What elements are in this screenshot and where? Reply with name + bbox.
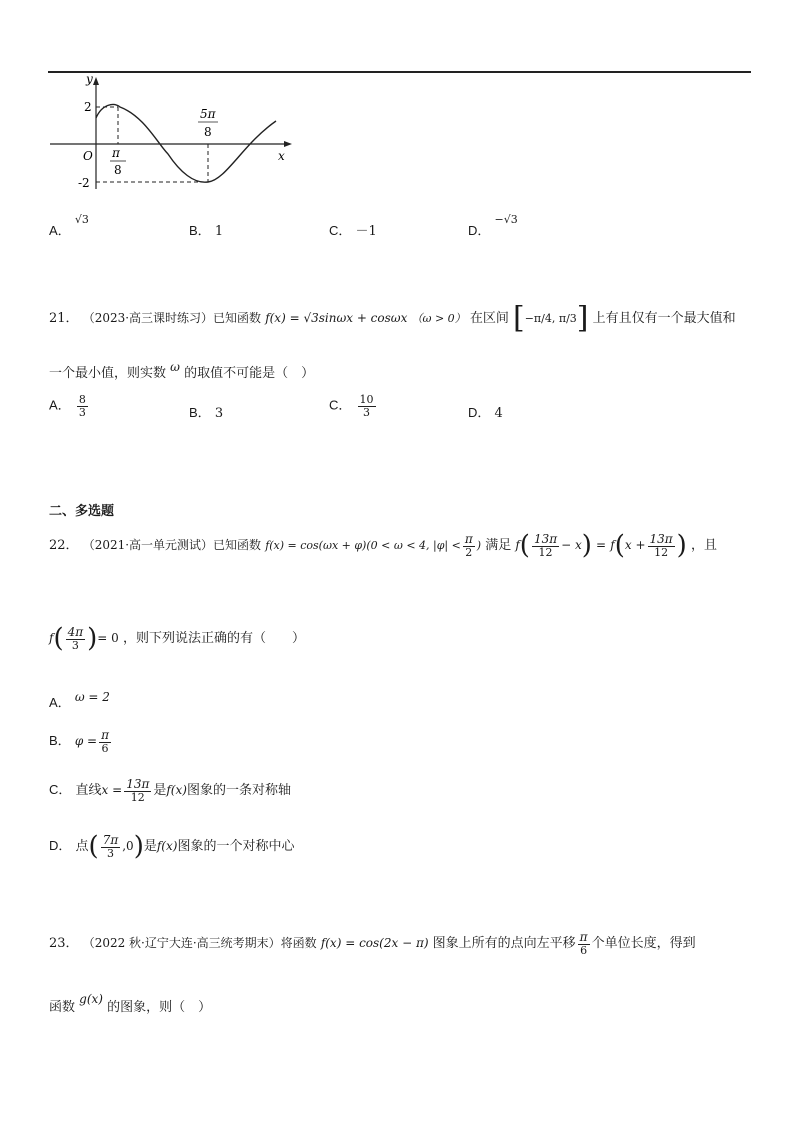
option-value: −√3 — [494, 213, 518, 226]
question-function: f(x) = cos(ωx + φ)(0 < ω < 4, |φ| < — [265, 539, 461, 552]
interval-bracket-left: [ — [512, 300, 525, 336]
q21-option-a[interactable] — [49, 394, 90, 418]
option-letter: D． — [468, 405, 491, 420]
interval-comma: , — [551, 312, 559, 325]
satisfies-text: 满足 — [485, 538, 512, 553]
question-text: 个单位长度，得到 — [591, 936, 696, 951]
option-fraction: $\frac{13\pi}{12}$ — [126, 776, 150, 804]
option-value: 4 — [494, 406, 503, 421]
option-letter: A． — [49, 695, 71, 710]
q20-option-b[interactable] — [189, 220, 223, 239]
option-letter: B． — [49, 733, 71, 748]
y-min-label: -2 — [78, 176, 90, 190]
option-f: f(x) — [166, 783, 187, 797]
q23-line1 — [49, 928, 696, 959]
q21-option-c[interactable] — [329, 394, 378, 418]
option-letter: D． — [468, 223, 491, 238]
question-text: 一个最小值，则实数 — [49, 366, 167, 381]
y-axis-arrow — [93, 77, 99, 85]
option-value: √3 — [74, 213, 89, 226]
q20-option-a[interactable] — [49, 213, 89, 239]
paren-close: ) — [87, 623, 98, 654]
option-letter: C． — [329, 223, 352, 238]
paren-open: ( — [53, 623, 64, 654]
option-letter: C． — [329, 397, 352, 413]
x-axis-label: x — [278, 149, 285, 163]
q22-line1 — [49, 528, 717, 563]
sym-left-fraction: $\frac{13\pi}{12}$ — [533, 531, 558, 559]
option-f: f(x) — [156, 839, 178, 853]
equals-sign: = — [596, 538, 607, 552]
paren-open: ( — [614, 530, 625, 561]
paren-close: ) — [581, 530, 592, 561]
shift-fraction: $\frac{\pi}{6}$ — [579, 929, 588, 957]
option-value: 1 — [214, 224, 224, 239]
zero-f: f — [49, 631, 54, 645]
sym-right-fraction: $\frac{13\pi}{12}$ — [649, 531, 673, 559]
question-source: （2021·高一单元测试）已知函数 — [82, 538, 262, 552]
q20-option-c[interactable] — [329, 220, 377, 239]
option-tail: ,0 — [122, 839, 134, 853]
option-head: φ = — [74, 734, 98, 748]
gx-symbol: g(x) — [79, 992, 103, 1006]
question-text: 函数 — [49, 1000, 76, 1015]
q21-option-b[interactable] — [189, 402, 223, 421]
omega-symbol: ω — [170, 360, 180, 374]
question-text: ，则下列说法正确的有（ ） — [122, 631, 305, 646]
q22-option-b[interactable] — [49, 726, 113, 757]
option-letter: A． — [49, 223, 71, 238]
and-text: ，且 — [690, 538, 717, 553]
y-max-label: 2 — [84, 100, 92, 114]
zero-fraction: $\frac{4\pi}{3}$ — [67, 624, 84, 652]
q22-option-a[interactable] — [49, 692, 110, 711]
question-function: f(x) = cos(2x − π) — [320, 936, 429, 950]
sym-left-tail: − x — [561, 538, 582, 552]
sine-curve — [96, 105, 276, 183]
sine-graph — [48, 74, 298, 194]
question-text: 图象上所有的点向左平移 — [432, 936, 576, 951]
q22-line2 — [49, 618, 305, 659]
option-value: －1 — [355, 224, 377, 239]
option-text: 图象的一条对称轴 — [186, 783, 291, 798]
option-text: 点 — [75, 839, 89, 854]
section-title: 二、多选题 — [49, 503, 115, 518]
x-axis-arrow — [284, 141, 292, 147]
interval-left: −π/4 — [524, 312, 552, 325]
header-rule — [48, 71, 751, 73]
question-number: 21． — [49, 311, 79, 326]
option-fraction: $\frac{10}{3}$ — [359, 393, 374, 419]
option-letter: B． — [189, 405, 211, 420]
question-source: （2023·高三课时练习）已知函数 — [82, 311, 262, 325]
trough-x-den: 8 — [204, 125, 212, 139]
option-text: 图象的一个对称中心 — [177, 839, 295, 854]
interval-right: π/3 — [558, 312, 577, 325]
option-text: 是 — [153, 783, 167, 798]
trough-x-num: 5π — [200, 107, 216, 121]
option-letter: A． — [49, 397, 71, 413]
zero-eq: = 0 — [97, 631, 119, 645]
sym-right-head: x + — [624, 538, 646, 552]
peak-x-den: 8 — [114, 163, 122, 177]
option-letter: C． — [49, 782, 72, 797]
question-number: 23． — [49, 936, 79, 951]
q23-line2 — [49, 992, 212, 1015]
question-function: f(x) = √3sinωx + cosωx — [265, 311, 408, 325]
option-letter: D． — [49, 838, 72, 853]
peak-x-num: π — [112, 146, 120, 160]
option-fraction: $\frac{8}{3}$ — [78, 393, 86, 419]
q21-line2 — [49, 362, 314, 381]
y-axis-label: y — [86, 74, 93, 86]
function-close: ) — [476, 539, 482, 552]
interval-label: 在区间 — [469, 311, 509, 326]
question-source: （2022 秋·辽宁大连·高三统考期末）将函数 — [82, 936, 317, 950]
question-text: 的图象，则（ ） — [107, 1000, 212, 1015]
q21-line1 — [49, 300, 736, 336]
q21-option-d[interactable] — [468, 402, 503, 421]
option-letter: B． — [189, 223, 211, 238]
q22-option-c[interactable] — [49, 775, 291, 806]
paren-open: ( — [88, 831, 99, 862]
option-fraction: $\frac{7\pi}{3}$ — [102, 832, 119, 860]
option-x: x = — [101, 783, 123, 797]
q20-option-d[interactable] — [468, 213, 518, 239]
origin-label: O — [83, 149, 93, 163]
option-value: ω = 2 — [74, 690, 110, 704]
option-text: 直线 — [75, 783, 102, 798]
option-value: 3 — [214, 406, 224, 421]
question-tail: 上有且仅有一个最大值和 — [592, 311, 736, 326]
sym-left-f: f — [515, 538, 520, 552]
q22-option-d[interactable] — [49, 826, 294, 867]
question-text: 的取值不可能是（ ） — [184, 366, 315, 381]
question-condition: （ω > 0） — [411, 312, 466, 325]
function-fraction: $\frac{\pi}{2}$ — [464, 531, 473, 559]
option-text: 是 — [143, 839, 157, 854]
paren-close: ) — [133, 831, 144, 862]
sym-right-f: f — [610, 538, 615, 552]
paren-close: ) — [676, 530, 687, 561]
paren-open: ( — [519, 530, 530, 561]
interval-bracket-right: ] — [576, 300, 589, 336]
option-fraction: $\frac{\pi}{6}$ — [101, 727, 109, 755]
question-number: 22． — [49, 538, 79, 553]
